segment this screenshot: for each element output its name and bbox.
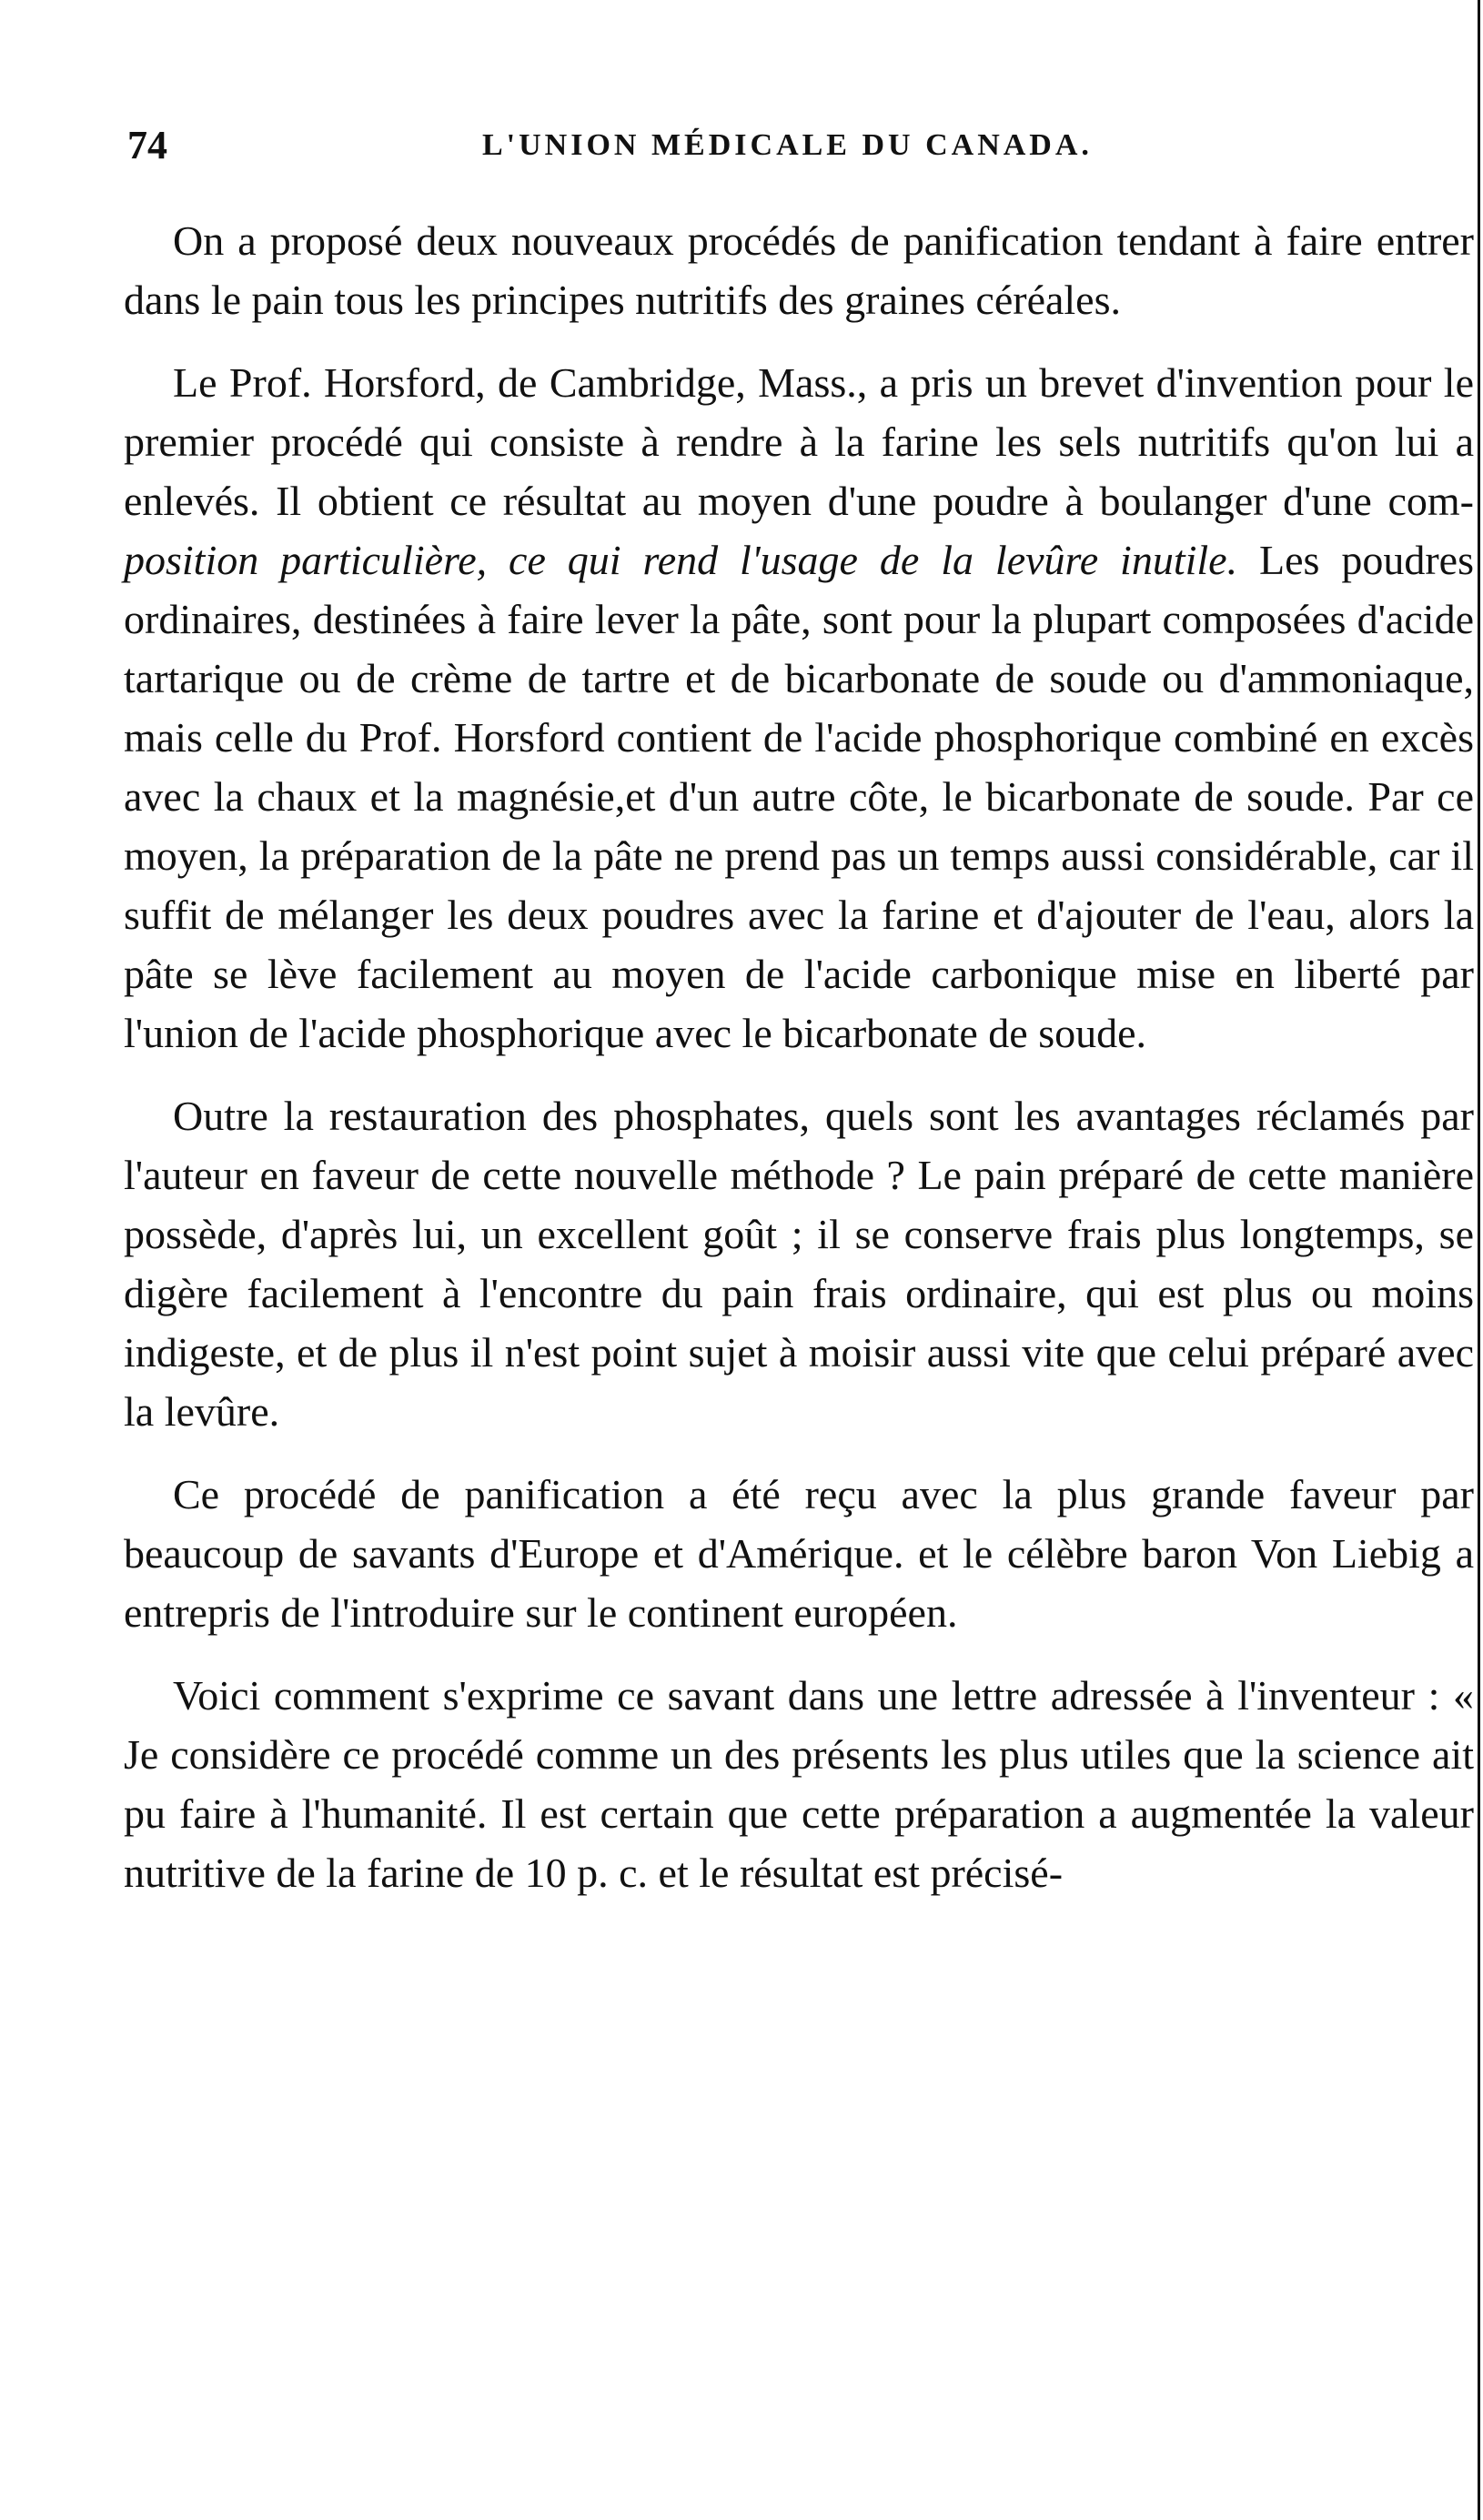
page-header — [127, 118, 1474, 173]
paragraph-2-text-start: Le Prof. Horsford, de Cambridge, Mass., a pris un brevet d'invention pour le premier procédé qui consiste à rendre à la farine les sels nutritifs qu'on lui a enlevés. Il obtient ce résultat au moyen d'une poudre à boulanger d'une com- — [124, 359, 1474, 524]
paragraph-4: Ce procédé de panification a été reçu avec la plus grande faveur par beaucoup de savants d'Europe et d'Amérique. et le célèbre baron Von Liebig a entrepris de l'introduire sur le continent européen. — [124, 1471, 1474, 1636]
page-edge-rule — [1478, 0, 1480, 2520]
paragraph-3: Outre la restauration des phosphates, quels sont les avantages réclamés par l'auteur en faveur de cette nouvelle méthode ? Le pain préparé de cette manière possède, d'après lui, un excellent goût ; il se conserve frais plus longtemps, se digère facilement à l'encontre du pain frais ordinaire, qui est plus ou moins indigeste, et de plus il n'est point sujet à moisir aussi vite que celui préparé avec la levûre. — [124, 1093, 1474, 1435]
paragraph-2-italic-text: position particulière, ce qui rend l'usage de la levûre inutile. — [124, 537, 1238, 583]
paragraph-5: Voici comment s'exprime ce savant dans une lettre adressée à l'inventeur : « Je considère ce procédé comme un des présents les plus utiles que la science ait pu faire à l'humanité. Il est certain que cette préparation a augmentée la valeur nutritive de la farine de 10 p. c. et le résultat est précisé- — [124, 1672, 1474, 1896]
running-title: L'UNION MÉDICALE DU CANADA. — [482, 128, 1093, 162]
article-body — [124, 211, 1474, 1926]
paragraph-2 — [124, 353, 1474, 1063]
paragraph-1: On a proposé deux nouveaux procédés de panification tendant à faire entrer dans le pain tous les principes nutritifs des graines céréales. — [124, 217, 1474, 323]
page-number: 74 — [127, 123, 167, 167]
paragraph-2-text-end: Les poudres ordinaires, destinées à faire lever la pâte, sont pour la plupart composées d'acide tartarique ou de crème de tartre et de bicarbonate de soude ou d'ammoniaque, mais celle du Prof. Horsford contient de l'acide phosphorique combiné en excès avec la chaux et la magnésie,et d'un autre côte, le bicarbonate de soude. Par ce moyen, la préparation de la pâte ne prend pas un temps aussi considérable, car il suffit de mélanger les deux poudres avec la farine et d'ajouter de l'eau, alors la pâte se lève facilement au moyen de l'acide carbonique mise en liberté par l'union de l'acide phosphorique avec le bicarbonate de soude. — [124, 537, 1474, 1056]
